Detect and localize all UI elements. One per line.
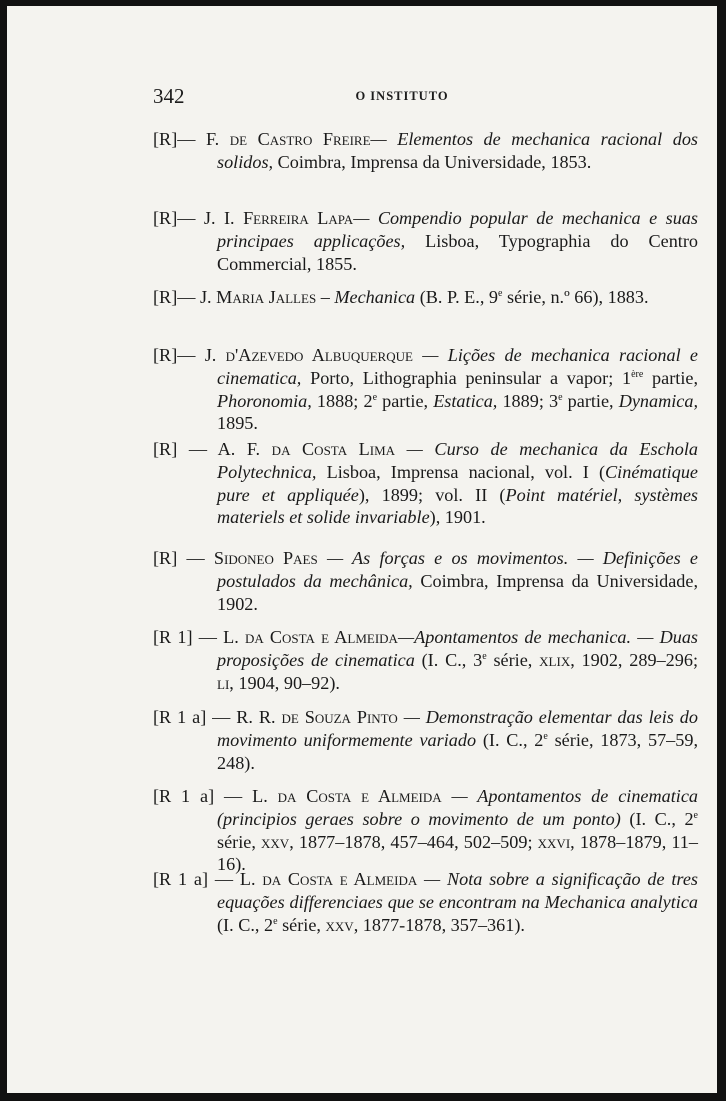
entry-code: [R 1 a] bbox=[153, 869, 209, 889]
entry-code: [R] bbox=[153, 208, 178, 228]
entry-code: [R 1] bbox=[153, 627, 193, 647]
entry-publication: (B. P. E., 9 bbox=[415, 287, 499, 307]
entry-author: — Sidoneo Paes bbox=[177, 548, 318, 568]
entry-code: [R] bbox=[153, 287, 178, 307]
entry-publication: Coimbra, Imprensa da Universidade, 1853. bbox=[273, 151, 592, 172]
bibliography-entry: [R]— J. d'Azevedo Albuquerque — Lições de mechanica racional e cinematica, Porto, Lithographia peninsular a vapor; 1ère partie, Phoronomia, 1888; 2e partie, Estatica, 1889; 3e partie, Dynamica, 1895. bbox=[153, 345, 699, 434]
entry-author: — L. da Costa e Almeida bbox=[214, 786, 442, 806]
bibliography-entry bbox=[153, 128, 698, 174]
bibliography-entry: [R 1] — L. da Costa e Almeida—Apontamentos de mechanica. — Duas proposições de cinematica (I. C., 3e série, xlix, 1902, 289–296; li, 1904, 90–92). bbox=[153, 627, 698, 693]
entry-author: — R. R. de Souza Pinto bbox=[206, 707, 398, 727]
bibliography-entry: [R 1 a] — R. R. de Souza Pinto — Demonstração elementar das leis do movimento uniformemente variado (I. C., 2e série, 1873, 57–59, 248). bbox=[153, 707, 698, 773]
entry-author: — A. F. da Costa Lima bbox=[177, 439, 396, 459]
bibliography-entry: [R]— J. Maria Jalles – Mechanica (B. P. E., 9e série, n.º 66), 1883. bbox=[153, 287, 649, 307]
entry-code: [R 1 a] bbox=[153, 786, 215, 806]
page-number: 342 bbox=[153, 84, 185, 108]
entry-author: — F. de Castro Freire bbox=[177, 129, 371, 149]
entry-author: — J. I. Ferreira Lapa bbox=[177, 208, 354, 228]
bibliography-entry: [R 1 a] — L. da Costa e Almeida — Nota sobre a significação de tres equações differenciaes que se encontram na Mechanica analytica (I. C., 2e série, xxv, 1877-1878, 357–361). bbox=[153, 869, 698, 935]
entry-title: — Curso de mechanica da Eschola Polytechnica, bbox=[217, 439, 698, 482]
entry-title: — Apontamentos de cinematica (principios geraes sobre o movimento de um ponto) bbox=[217, 786, 698, 829]
entry-title: — Nota sobre a significação de tres equações differenciaes que se encontram na Mechanica analytica bbox=[217, 869, 698, 912]
entry-author: — L. da Costa e Almeida bbox=[192, 627, 398, 647]
entry-code: [R] bbox=[153, 439, 178, 459]
entry-title: —Apontamentos de mechanica. — Duas proposições de cinematica bbox=[217, 627, 698, 670]
entry-title: — Demonstração elementar das leis do movimento uniformemente variado bbox=[217, 707, 698, 750]
entry-title: — As forças e os movimentos. — Definições e postulados da mechânica, bbox=[217, 548, 698, 591]
bibliography-entry: [R 1 a] — L. da Costa e Almeida — Apontamentos de cinematica (principios geraes sobre o movimento de um ponto) (I. C., 2e série, xxv, 1877–1878, 457–464, 502–509; xxvi, 1878–1879, 11–16). bbox=[153, 786, 698, 875]
bibliography-entry bbox=[153, 547, 698, 615]
entry-publication: Coimbra, Imprensa da Universidade, 1902. bbox=[217, 570, 699, 614]
entry-title: — Compendio popular de mechanica e suas principaes applicações, bbox=[217, 208, 698, 251]
entry-code: [R 1 a] bbox=[153, 707, 207, 727]
entry-title: — Elementos de mechanica racional dos solidos, bbox=[217, 129, 699, 172]
entry-author: — J. d'Azevedo Albuquerque bbox=[177, 345, 413, 365]
entry-author: — J. Maria Jalles bbox=[177, 287, 317, 307]
entry-code: [R] bbox=[153, 129, 178, 149]
book-page bbox=[7, 6, 717, 1093]
page-header bbox=[153, 84, 641, 108]
entry-title: — Lições de mechanica racional e cinematica, bbox=[217, 345, 698, 388]
entry-author: — L. da Costa e Almeida bbox=[208, 869, 418, 889]
entry-code: [R] bbox=[153, 345, 178, 365]
bibliography-entry bbox=[153, 207, 698, 275]
bibliography-entry: [R] — A. F. da Costa Lima — Curso de mechanica da Eschola Polytechnica, Lisboa, Imprensa nacional, vol. I (Cinématique pure et appliquée), 1899; vol. II (Point matériel, systèmes materiels et solide invariable), 1901. bbox=[153, 439, 699, 528]
entry-publication: Lisboa, Typographia do Centro Commercial, 1855. bbox=[217, 230, 698, 274]
entry-code: [R] bbox=[153, 548, 178, 568]
entry-title: – Mechanica bbox=[316, 287, 416, 307]
running-title: O INSTITUTO bbox=[355, 89, 449, 103]
